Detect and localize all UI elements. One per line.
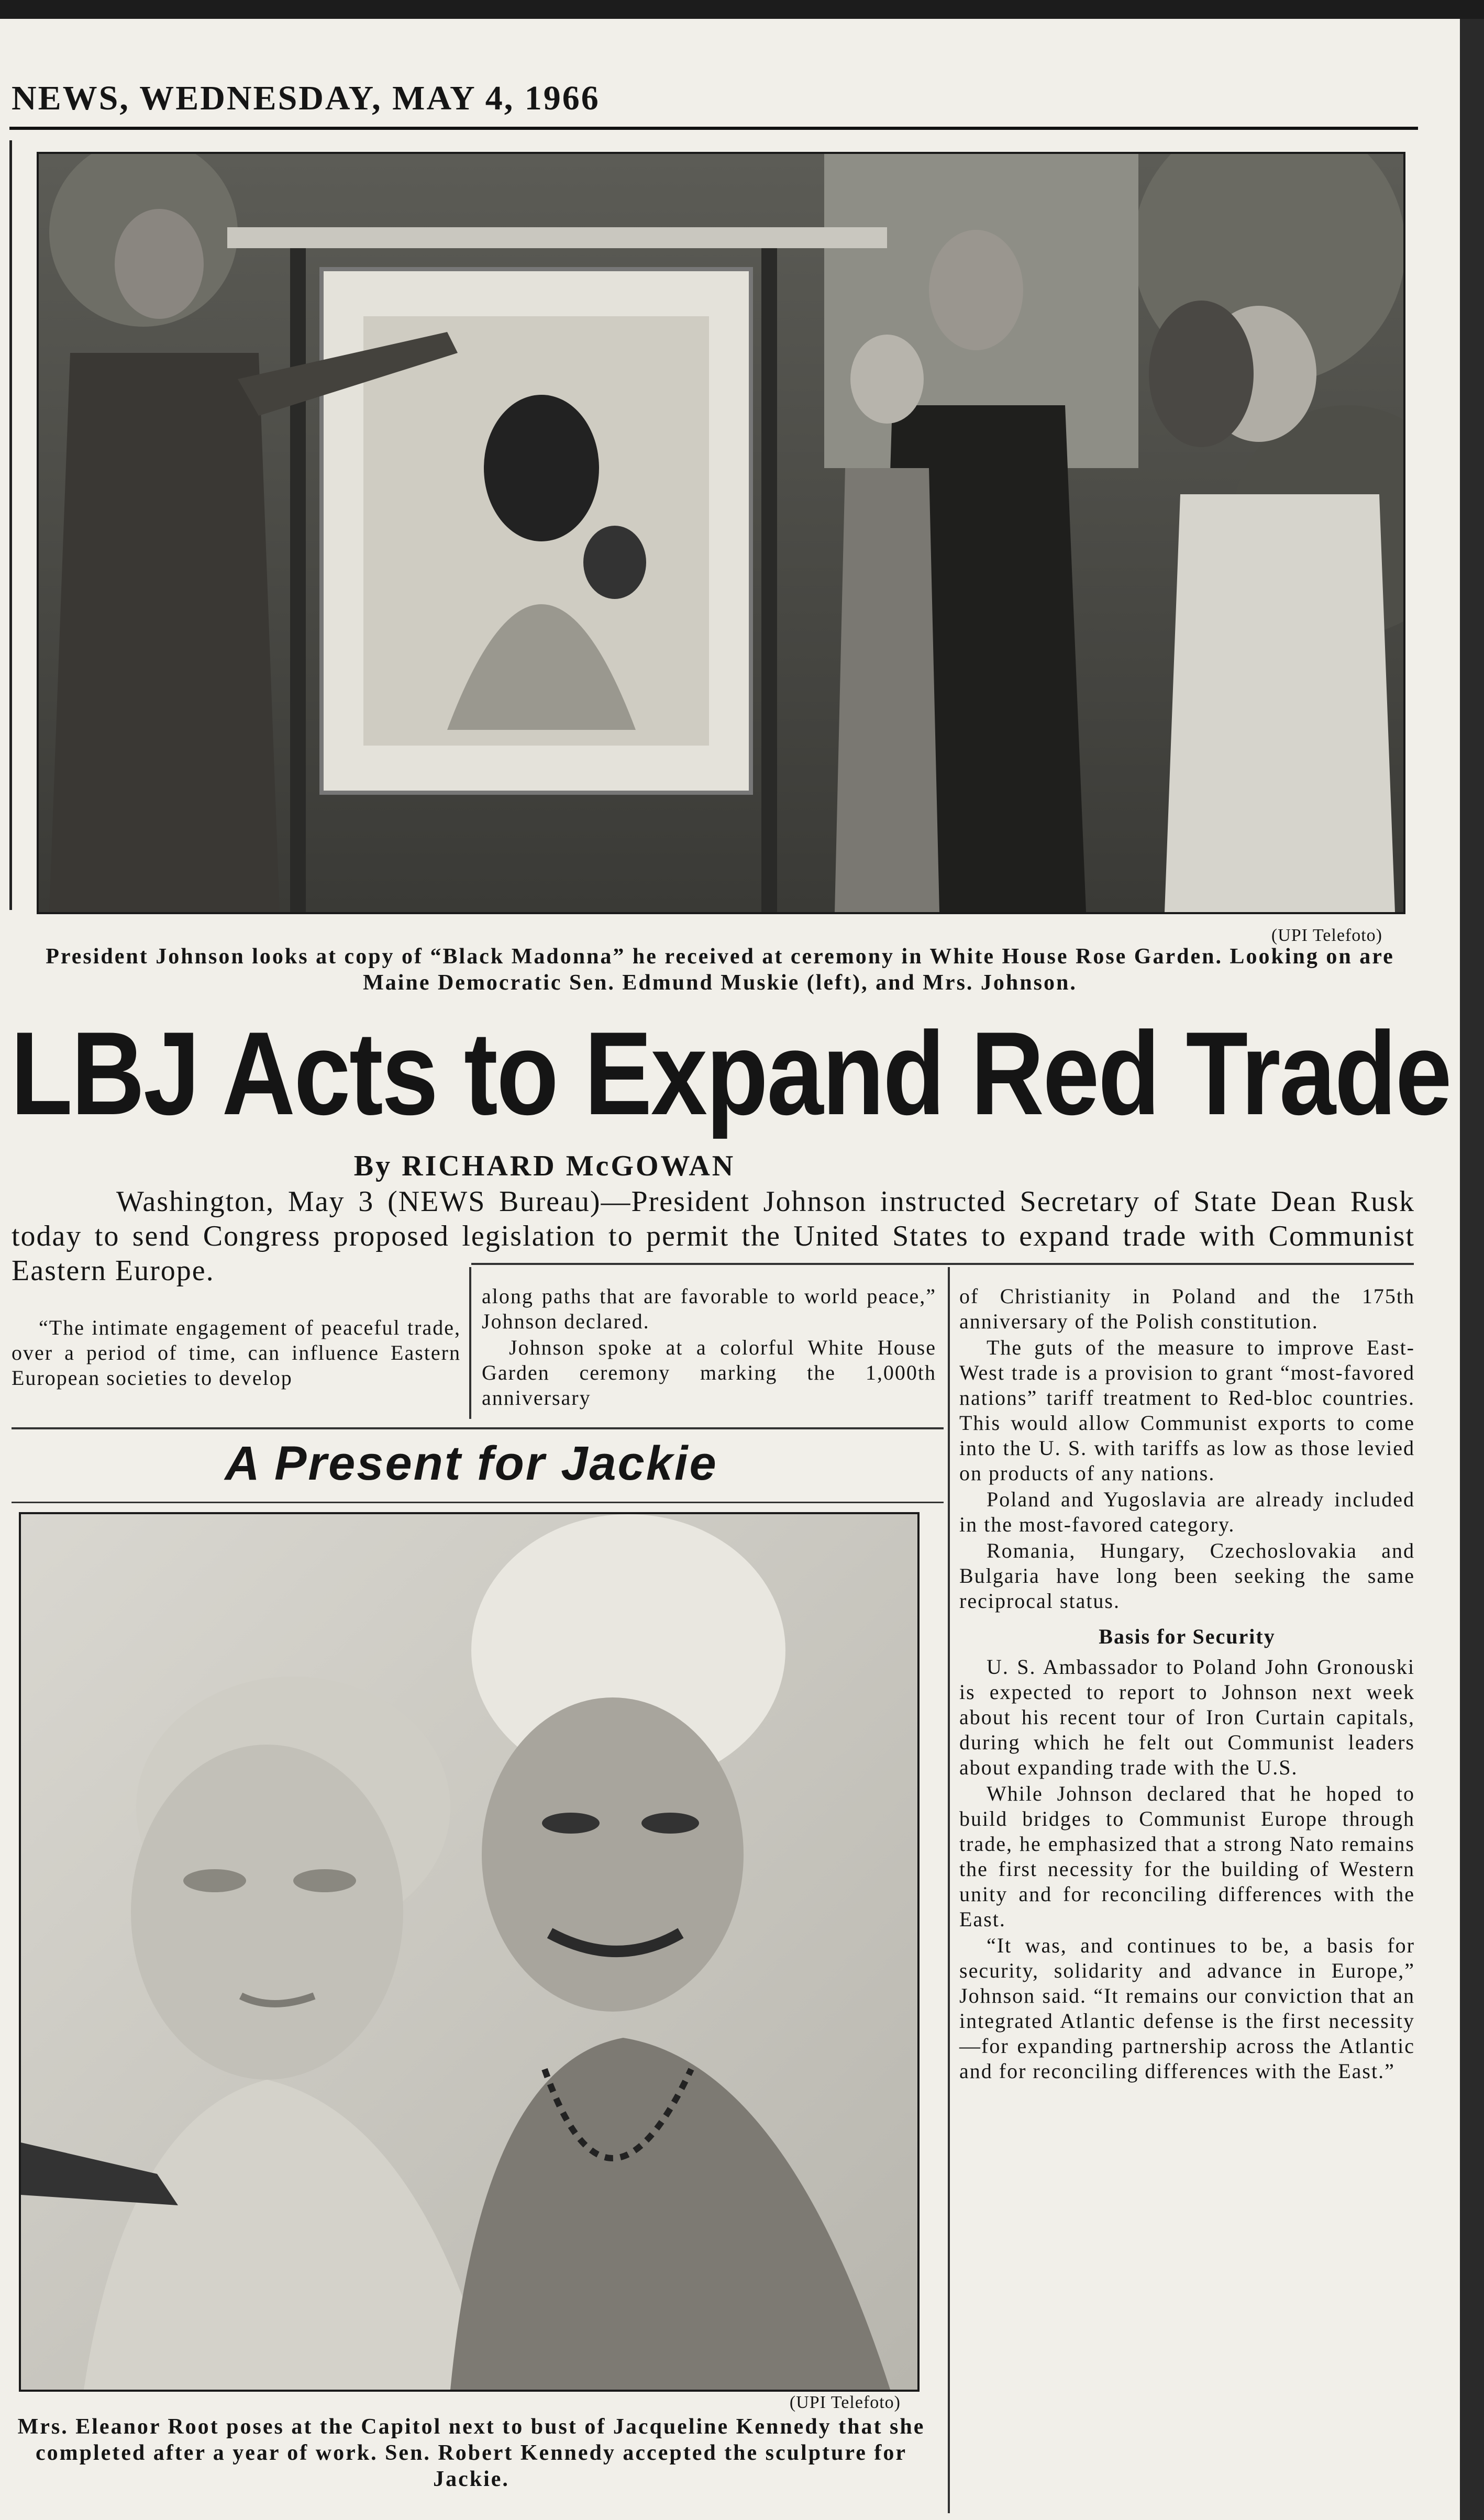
scan-top-border xyxy=(0,0,1484,19)
article-byline: By RICHARD McGOWAN xyxy=(353,1150,736,1182)
col3-paragraph-6: While Johnson declared that he hoped to build bridges to Communist Europe through trade, he emphasized that a strong Nato remains the first necessity for the building of Western unity and for reconciling differences with the East. xyxy=(959,1782,1415,1931)
col3-paragraph-3: Poland and Yugoslavia are already included in the most-favored category. xyxy=(959,1487,1415,1536)
top-photo-caption: President Johnson looks at copy of “Black Madonna” he received at ceremony in White House Rose Garden. Looking on are Maine Democratic Sen. Edmund Muskie (left), and Mrs. Johnson. xyxy=(46,945,1394,995)
column-divider-2 xyxy=(948,1267,950,2513)
article-lead xyxy=(12,1184,1415,1288)
page-dateline: NEWS, WEDNESDAY, MAY 4, 1966 xyxy=(12,79,600,117)
article-headline: LBJ Acts to Expand Red Trade xyxy=(10,1007,1451,1139)
col2-paragraph-2: Johnson spoke at a colorful White House Garden ceremony marking the 1,000th anniversary xyxy=(482,1336,936,1409)
top-photo-credit: (UPI Telefoto) xyxy=(1271,926,1382,945)
lead-paragraph: Washington, May 3 (NEWS Bureau)—President Johnson instructed Secretary of State Dean Rusk today to send Congress proposed legislation to permit the United States to expand trade with Communist Eastern Europe. xyxy=(12,1185,1415,1287)
article-column-1 xyxy=(12,1315,461,1392)
top-rule xyxy=(9,127,1418,130)
left-rule xyxy=(9,140,12,910)
ceremony-photo-illustration xyxy=(39,154,1403,912)
feature-photo xyxy=(19,1512,920,2392)
col3-paragraph-4: Romania, Hungary, Czechoslovakia and Bulgaria have long been seeking the same reciprocal status. xyxy=(959,1539,1415,1613)
col3-paragraph-1: of Christianity in Poland and the 175th anniversary of the Polish constitution. xyxy=(959,1284,1415,1333)
scan-right-border xyxy=(1460,19,1484,2520)
feature-photo-credit: (UPI Telefoto) xyxy=(789,2393,901,2412)
col3-paragraph-5: U. S. Ambassador to Poland John Gronouski is expected to report to Johnson next week about his recent tour of Iron Curtain capitals, during which he felt out Communist leaders about expanding trade with the U.S. xyxy=(959,1655,1415,1779)
sculpture-photo-illustration xyxy=(21,1514,917,2390)
feature-rule xyxy=(12,1427,944,1429)
article-column-3 xyxy=(959,1284,1415,2085)
col2-paragraph-1: along paths that are favorable to world peace,” Johnson declared. xyxy=(482,1284,936,1333)
col3-paragraph-2: The guts of the measure to improve East-West trade is a provision to grant “most-favored nations” tariff treatment to Red-bloc countries. This would allow Communist exports to come into the U. S. with tariffs as low as those levied on products of any nations. xyxy=(959,1336,1415,1485)
article-column-2 xyxy=(482,1284,936,1412)
col3-paragraph-7: “It was, and continues to be, a basis for security, solidarity and advance in Europe,” Johnson said. “It remains our conviction that an integrated Atlantic defense is the first necessity—for expanding partnership across the Atlantic and for reconciling differences with the East.” xyxy=(959,1934,1415,2083)
lead-rule xyxy=(471,1263,1414,1265)
feature-rule-bottom xyxy=(12,1502,944,1503)
column-divider-1 xyxy=(469,1267,471,1419)
top-photo xyxy=(37,152,1405,914)
col1-paragraph: “The intimate engagement of peaceful trade, over a period of time, can influence Eastern European societies to develop xyxy=(12,1316,461,1390)
feature-photo-caption: Mrs. Eleanor Root poses at the Capitol next to bust of Jacqueline Kennedy that she completed after a year of work. Sen. Robert Kennedy accepted the sculpture for Jackie. xyxy=(17,2415,925,2491)
col3-subhead: Basis for Security xyxy=(1099,1625,1276,1648)
feature-subhead: A Present for Jackie xyxy=(225,1437,718,1490)
